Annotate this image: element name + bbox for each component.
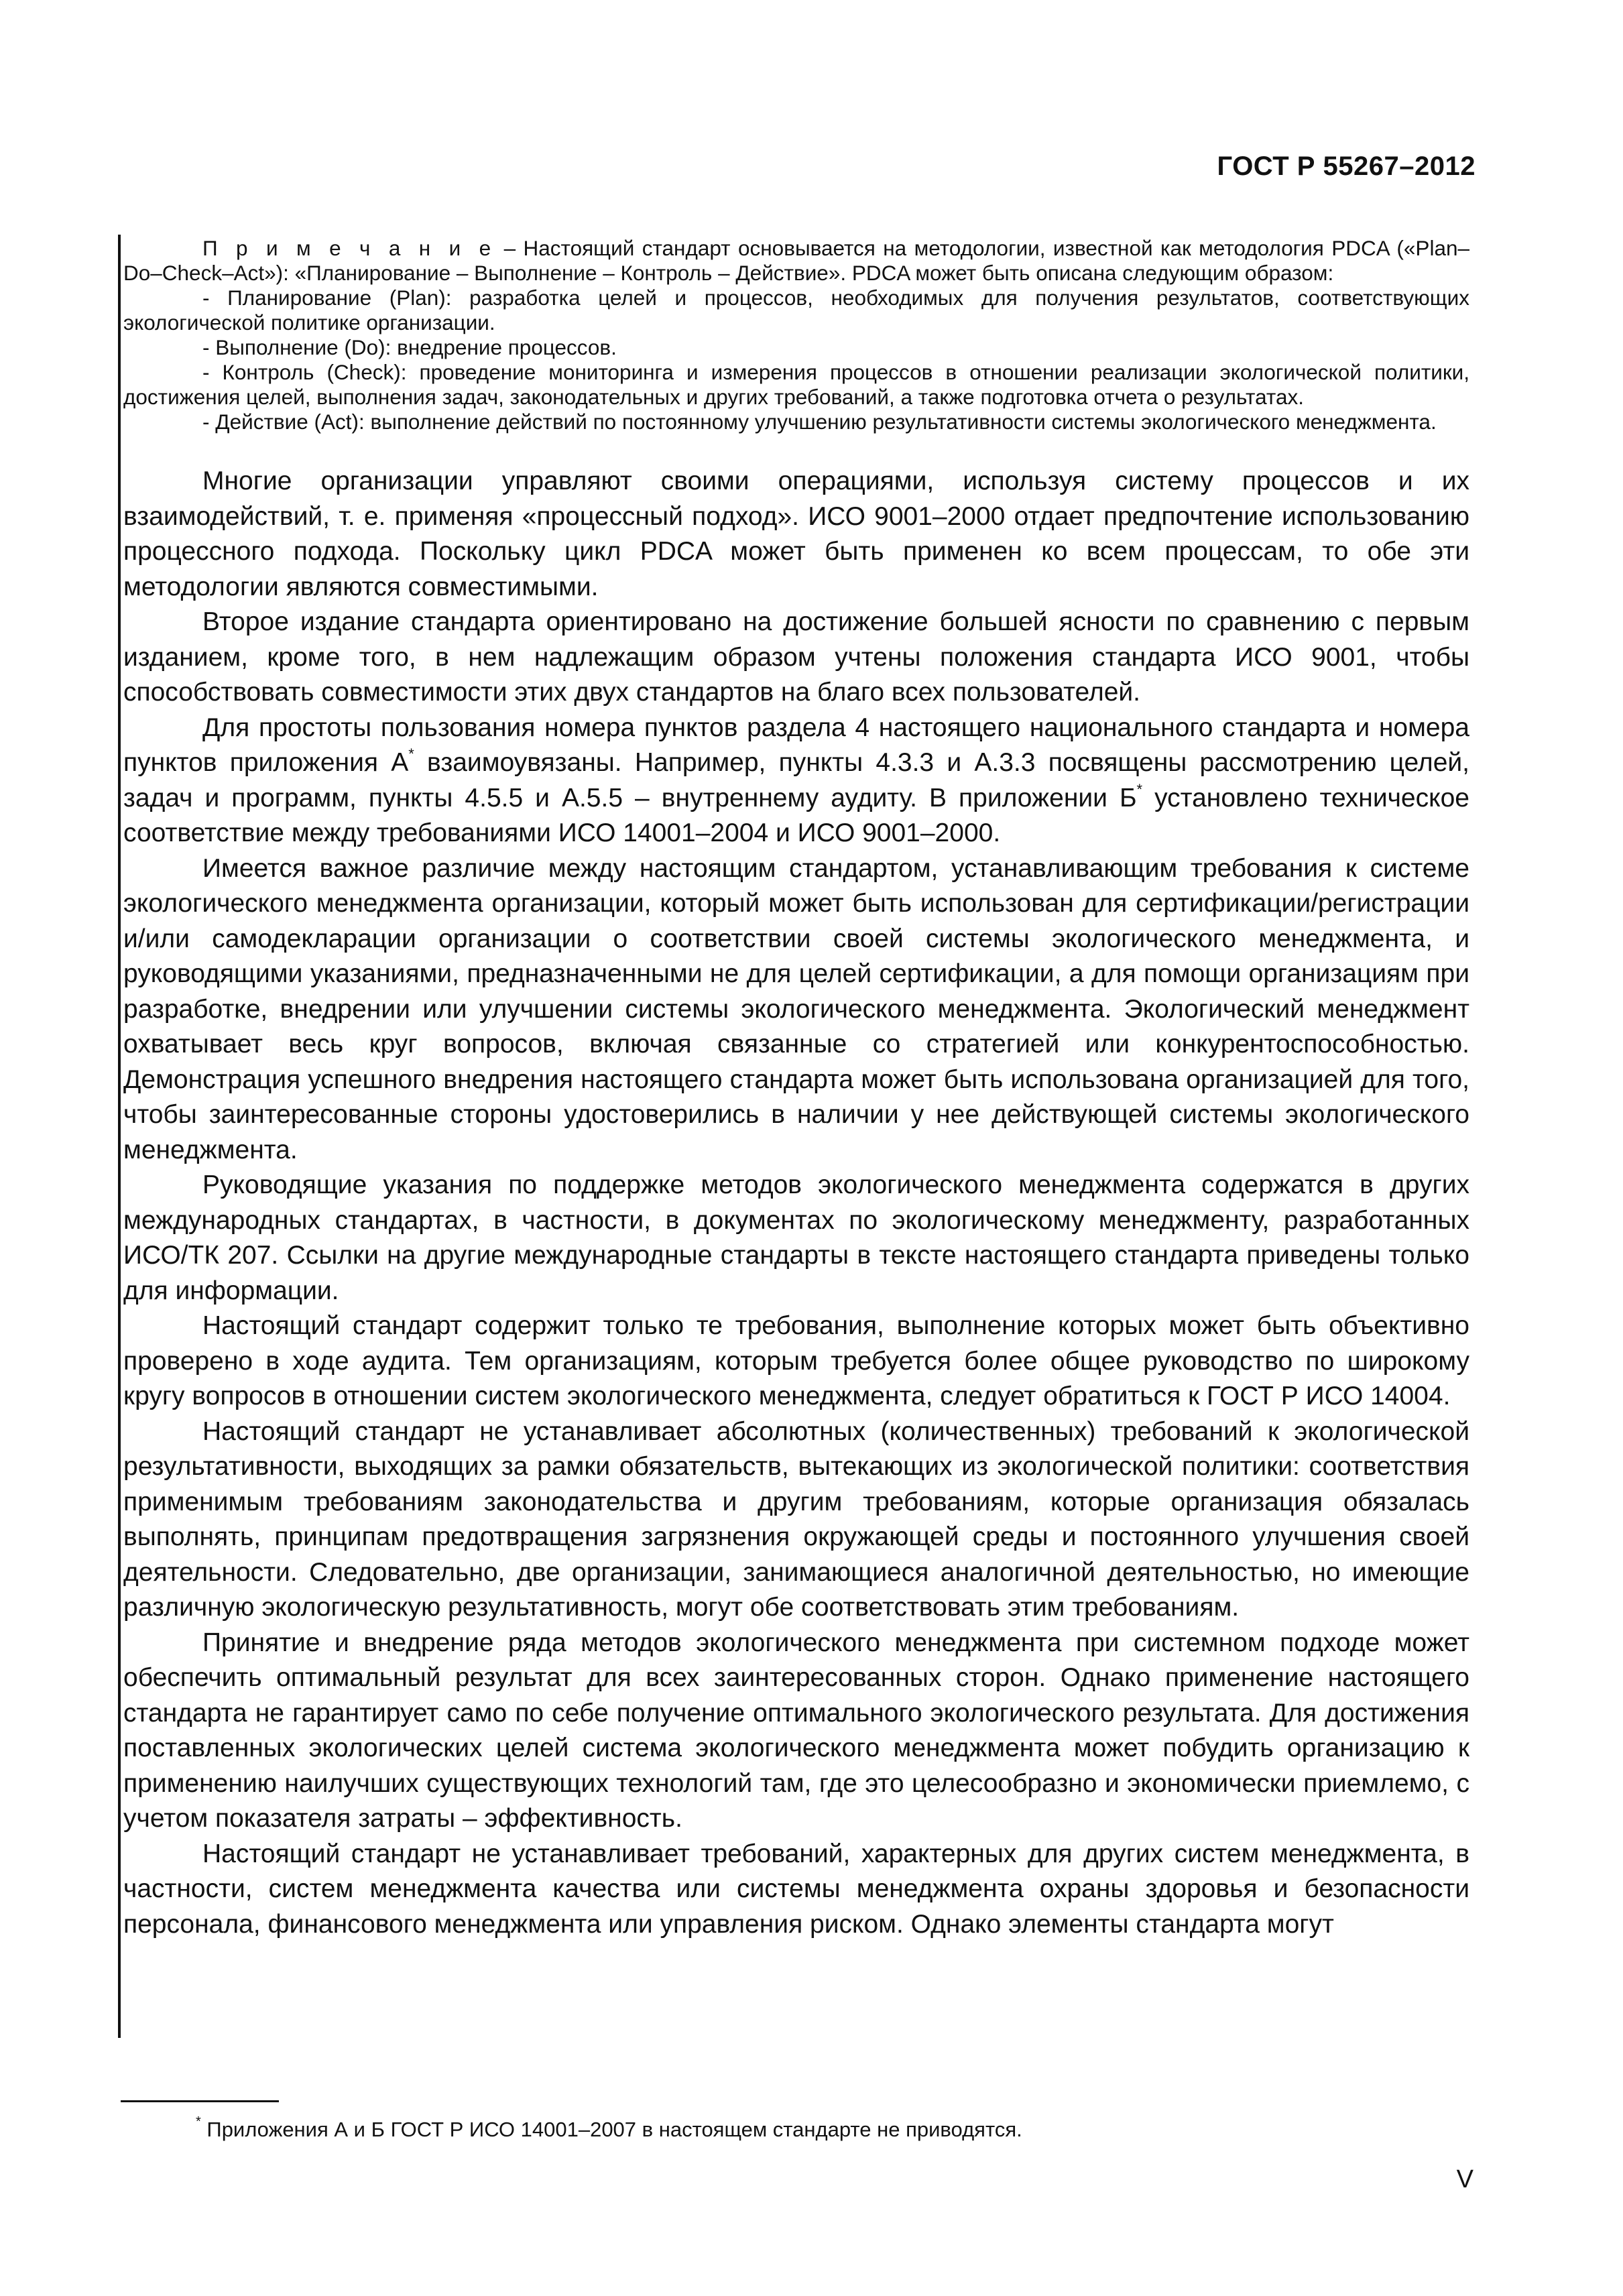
paragraph-clause-numbering [123,711,1469,851]
paragraph-clause-numbering-part3: установлено техническое соответствие между требованиями ИСО 14001–2004 и ИСО 9001–2000. [123,783,1469,847]
note-intro-text: – Настоящий стандарт основывается на методологии, известной как методология PDCA («Plan–Do–Check–Act»): «Планирование – Выполнение – Контроль – Действие». PDCA может быть описана следующим образом: [123,236,1469,285]
change-bar [118,235,121,2038]
note-intro [123,236,1469,286]
paragraph-performance-requirements: Настоящий стандарт не устанавливает абсолютных (количественных) требований к экологической результативности, выходящих за рамки обязательств, вытекающих из экологической политики: соответствия применимым требованиям законодательства и другим требованиям, которые организация обязалась выполнять, принципам предотвращения загрязнения окружающей среды и постоянного улучшения своей деятельности. Следовательно, две организации, занимающиеся аналогичной деятельностью, но имеющие различную экологическую результативность, могут обе соответствовать этим требованиям. [123,1416,1469,1622]
footnote-marker: * [196,2114,201,2129]
paragraph-certification-difference: Имеется важное различие между настоящим стандартом, устанавливающим требования к системе экологического менеджмента организации, который может быть использован для сертификации/регистрации и/или самодекларации организации о соответствии своей системы экологического менеджмента, и руководящими указаниями, предназначенными не для целей сертификации, а для помощи организациям при разработке, внедрении или улучшении системы экологического менеджмента. Экологический менеджмент охватывает весь круг вопросов, включая связанные со стратегией или конкурентоспособностью. Демонстрация успешного внедрения настоящего стандарта может быть использована организацией для того, чтобы заинтересованные стороны удостоверились в наличии у нее действующей системы экологического менеджмента. [123,853,1469,1164]
paragraph-second-edition: Второе издание стандарта ориентировано на достижение большей ясности по сравнению с первым изданием, кроме того, в нем надлежащим образом учтены положения стандарта ИСО 9001, чтобы способствовать совместимости этих двух стандартов на благо всех пользователей. [123,607,1469,707]
footnote-text: Приложения А и Б ГОСТ Р ИСО 14001–2007 в настоящем стандарте не приводятся. [200,2118,1022,2141]
paragraph-clause-numbering-part1: Для простоты пользования номера пунктов раздела 4 настоящего национального стандарта и номера пунктов приложения А [123,713,1469,777]
paragraph-optimal-result: Принятие и внедрение ряда методов экологического менеджмента при системном подходе может обеспечить оптимальный результат для всех заинтересованных сторон. Однако применение настоящего стандарта не гарантирует само по себе получение оптимального экологического результата. Для достижения поставленных экологических целей система экологического менеджмента может побудить организацию к применению наилучших существующих технологий там, где это целесообразно и экономически приемлемо, с учетом показателя затраты – эффективность. [123,1628,1469,1833]
note-item-do: - Выполнение (Do): внедрение процессов. [202,335,617,359]
footnote-separator [121,2100,279,2102]
main-content [123,236,1469,1942]
body-text [123,464,1469,1942]
footnote-reference: * [1136,780,1143,798]
note-item-act: - Действие (Act): выполнение действий по постоянному улучшению результативности системы экологического менеджмента. [202,410,1437,434]
paragraph-guidance: Руководящие указания по поддержке методов экологического менеджмента содержатся в других международных стандартах, в частности, в документах по экологическому менеджменту, разработанных ИСО/ТК 207. Ссылки на другие международные стандарты в тексте настоящего стандарта приведены только для информации. [123,1170,1469,1305]
note-label: П р и м е ч а н и е [202,236,497,260]
paragraph-clause-numbering-part2: взаимоувязаны. Например, пункты 4.3.3 и А.3.3 посвящены рассмотрению целей, задач и программ, пункты 4.5.5 и А.5.5 – внутреннему аудиту. В приложении Б [123,748,1469,812]
document-code-header: ГОСТ Р 55267–2012 [1217,152,1476,181]
page-number: V [1456,2165,1474,2193]
paragraph-audit-requirements: Настоящий стандарт содержит только те требования, выполнение которых может быть объективно проверено в ходе аудита. Тем организациям, которым требуется более общее руководство по широкому кругу вопросов в отношении систем экологического менеджмента, следует обратиться к ГОСТ Р ИСО 14004. [123,1311,1469,1410]
footnote [196,2114,1022,2142]
pdca-note [123,236,1469,434]
paragraph-other-systems: Настоящий стандарт не устанавливает требований, характерных для других систем менеджмента, в частности, систем менеджмента качества или системы менеджмента охраны здоровья и безопасности персонала, финансового менеджмента или управления риском. Однако элементы стандарта могут [123,1839,1469,1939]
note-item-plan: - Планирование (Plan): разработка целей и процессов, необходимых для получения результатов, соответствующих экологической политике организации. [123,286,1469,335]
note-item-check: - Контроль (Check): проведение мониторинга и измерения процессов в отношении реализации экологической политики, достижения целей, выполнения задач, законодательных и других требований, а также подготовка отчета о результатах. [123,360,1469,409]
paragraph-process-approach: Многие организации управляют своими операциями, используя систему процессов и их взаимодействий, т. е. применяя «процессный подход». ИСО 9001–2000 отдает предпочтение использованию процессного подхода. Поскольку цикл PDCA может быть применен ко всем процессам, то обе эти методологии являются совместимыми. [123,467,1469,601]
footnote-reference: * [408,745,414,762]
